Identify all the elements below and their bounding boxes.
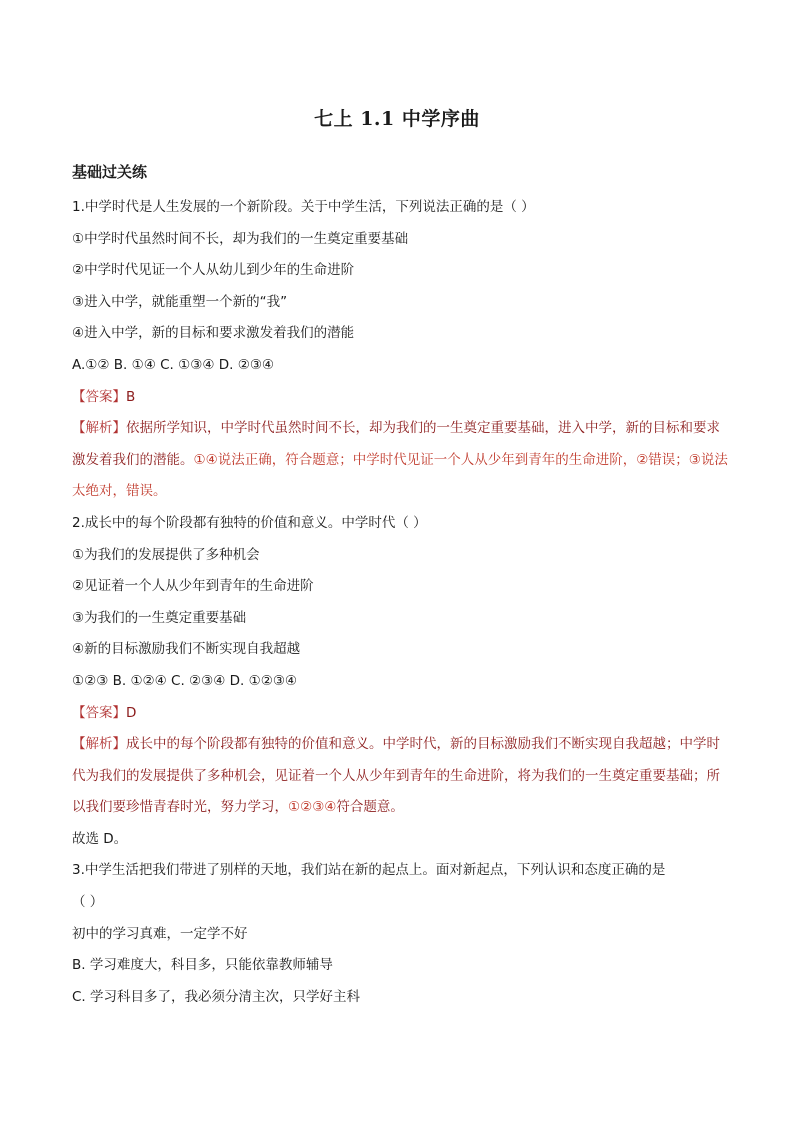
q1-statement-4: ④进入中学，新的目标和要求激发着我们的潜能 xyxy=(72,325,355,342)
q1-answer xyxy=(72,382,732,414)
q1-statement-3: ③进入中学，就能重塑一个新的“我” xyxy=(72,293,288,310)
q3-option-a: 初中的学习真难，一定学不好 xyxy=(72,925,248,942)
q3-paren: （ ） xyxy=(72,894,104,911)
q1-stem: 1.中学时代是人生发展的一个新阶段。关于中学生活，下列说法正确的是（ ） xyxy=(72,199,535,215)
page-title: 七上 1.1 中学序曲 xyxy=(314,108,480,130)
q1-analysis xyxy=(72,413,732,508)
q2-answer xyxy=(72,698,732,730)
document-body xyxy=(72,160,732,1013)
q1-analysis-tag: 【解析】 xyxy=(72,420,126,437)
q1-analysis-text-b: ①④说法正确，符合题意；中学时代见证一个人从少年到青年的生命进阶，②错误；③说法太绝对，错误。 xyxy=(72,451,728,500)
q2-analysis-text-b: 符合题意。 xyxy=(336,799,404,816)
q3-option-b: B. 学习难度大，科目多，只能依靠教师辅导 xyxy=(72,957,333,974)
q2-statement-4: ④新的目标激励我们不断实现自我超越 xyxy=(72,641,301,658)
q2-conclusion: 故选 D。 xyxy=(72,830,128,847)
q3-option-c: C. 学习科目多了，我必须分清主次，只学好主科 xyxy=(72,988,361,1005)
q2-answer-value: D xyxy=(126,704,137,721)
q2-statement-3: ③为我们的一生奠定重要基础 xyxy=(72,609,247,626)
q3-stem: 3.中学生活把我们带进了别样的天地，我们站在新的起点上。面对新起点，下列认识和态度正确的是 xyxy=(72,862,666,879)
section-heading: 基础过关练 xyxy=(72,163,148,181)
q2-answer-tag: 【答案】 xyxy=(72,704,126,721)
q2-stem: 2.成长中的每个阶段都有独特的价值和意义。中学时代（ ） xyxy=(72,514,427,531)
q1-answer-value: B xyxy=(126,388,136,405)
q2-statement-1: ①为我们的发展提供了多种机会 xyxy=(72,546,260,563)
q2-options: ①②③ B. ①②④ C. ②③④ D. ①②③④ xyxy=(72,672,298,689)
q2-analysis-tag: 【解析】 xyxy=(72,736,126,753)
q2-statement-2: ②见证着一个人从少年到青年的生命进阶 xyxy=(72,578,314,595)
q2-analysis-highlight: ①②③④ xyxy=(288,799,337,816)
q1-options: A.①② B. ①④ C. ①③④ D. ②③④ xyxy=(72,356,275,373)
q1-answer-tag: 【答案】 xyxy=(72,388,126,405)
q2-analysis xyxy=(72,729,732,824)
q1-statement-2: ②中学时代见证一个人从幼儿到少年的生命进阶 xyxy=(72,262,355,279)
q1-analysis-text-a: 依据所学知识，中学时代虽然时间不长，却为我们的一生奠定重要基础，进入中学，新的目标和要求激发着我们的潜能。 xyxy=(72,420,720,468)
q1-statement-1: ①中学时代虽然时间不长，却为我们的一生奠定重要基础 xyxy=(72,230,409,247)
q2-analysis-text-a: 成长中的每个阶段都有独特的价值和意义。中学时代，新的目标激励我们不断实现自我超越；中学时代为我们的发展提供了多种机会，见证着一个人从少年到青年的生命进阶，将为我们的一生奠定重要基础；所以我们要珍惜青春时光，努力学习， xyxy=(72,736,720,816)
